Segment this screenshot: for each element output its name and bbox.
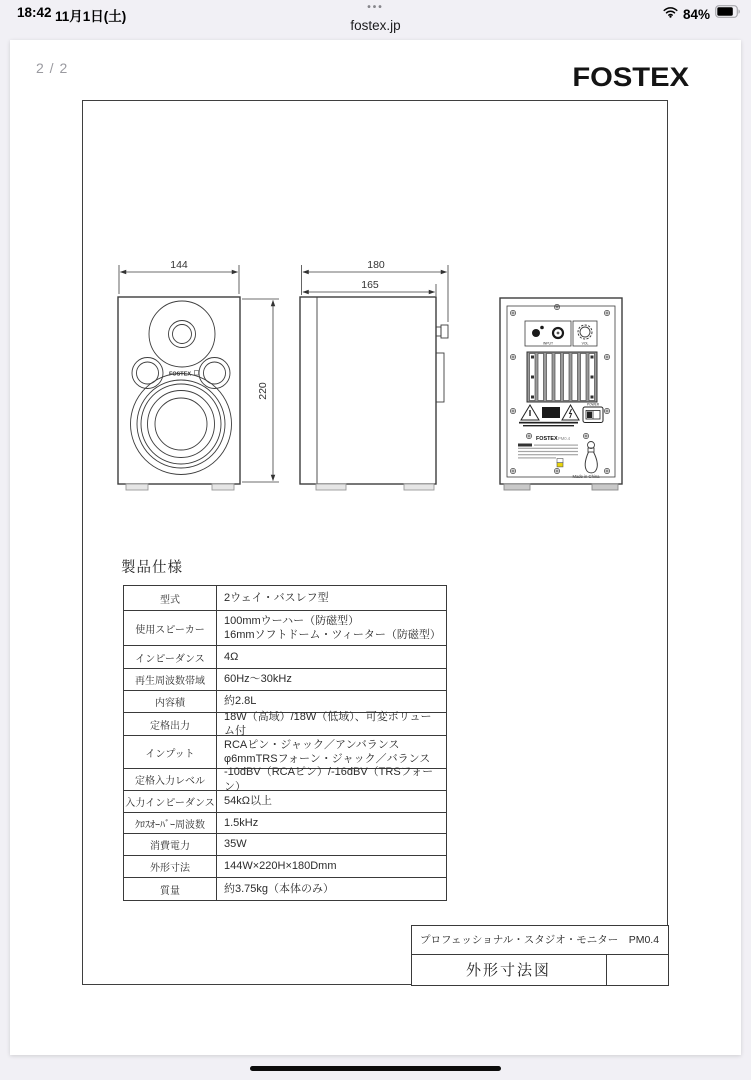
table-row (124, 645, 446, 668)
power-cord (585, 441, 597, 472)
spec-value: 約2.8L (224, 695, 257, 708)
pdf-page[interactable] (10, 40, 741, 1055)
spec-label: 型式 (124, 586, 217, 610)
table-row (124, 668, 446, 690)
spec-value: -10dBV（RCAピン）/-16dBV（TRSフォーン） (224, 766, 434, 793)
table-row (124, 586, 446, 610)
spec-label: 定格出力 (124, 713, 217, 735)
spec-table (123, 585, 447, 901)
spec-value: 1.5kHz (224, 816, 259, 829)
spec-value: 35W (224, 838, 247, 851)
vol-label: VOL (581, 341, 588, 345)
address-bar[interactable]: fostex.jp (350, 18, 401, 33)
wifi-icon (663, 5, 678, 23)
table-row (124, 877, 446, 900)
spec-value: 2ウェイ・バスレフ型 (224, 591, 329, 604)
status-bar-right (663, 5, 741, 23)
spec-label: 使用スピーカー (124, 611, 217, 645)
power-switch (583, 407, 603, 423)
spec-value: 100mmウーハー（防磁型） 16mmソフトドーム・ツィーター（防磁型） (224, 614, 441, 641)
battery-percent: 84% (682, 6, 710, 22)
origin-label: Made in China (571, 473, 600, 479)
spec-label: ｸﾛｽｵｰﾊﾞｰ周波数 (124, 813, 217, 833)
spec-label: 内容積 (124, 691, 217, 712)
spec-label: 定格入力レベル (124, 769, 217, 790)
clock: 18:42 (17, 5, 52, 20)
spec-label: 入力インピーダンス (124, 791, 217, 812)
date: 11月1日(土) (55, 9, 127, 24)
dim-165: 165 (360, 278, 379, 291)
product-name: プロフェッショナル・スタジオ・モニター PM0.4 (412, 926, 668, 955)
table-row (124, 855, 446, 877)
drawing-frame (82, 100, 668, 985)
battery-icon (715, 5, 741, 23)
table-row (124, 790, 446, 812)
front-view (118, 259, 279, 490)
spec-value: 60Hz～30kHz (224, 673, 292, 686)
spec-label: 再生周波数帯域 (124, 669, 217, 690)
table-row (124, 833, 446, 855)
table-row (124, 610, 446, 645)
sheet-title: 外形寸法図 (412, 955, 607, 985)
spec-value: 4Ω (224, 650, 239, 663)
spec-label: 外形寸法 (124, 856, 217, 877)
heatsink (527, 352, 597, 402)
rear-view (500, 298, 622, 490)
dimension-depth (301, 265, 448, 322)
side-view (300, 259, 448, 490)
spec-label: インプット (124, 736, 217, 768)
spec-label: インピーダンス (124, 646, 217, 668)
table-row (124, 712, 446, 735)
spec-section-title: 製品仕様 (121, 560, 183, 576)
fostex-logo: FOSTEX (572, 62, 689, 92)
rear-model: PM0.4 (557, 435, 570, 441)
cert-label (557, 458, 563, 466)
page-indicator: 2 / 2 (36, 60, 69, 76)
table-row (124, 735, 446, 768)
input-label: INPUT (542, 341, 553, 345)
spec-value: RCAピン・ジャック／アンバランス φ6mmTRSフォーン・ジャック／バランス (224, 738, 431, 765)
spec-value: 約3.75kg（本体のみ） (224, 882, 335, 895)
spec-label: 消費電力 (124, 834, 217, 855)
status-bar (0, 0, 751, 40)
warning-icons (519, 405, 579, 426)
caution-text (518, 443, 578, 458)
dim-144: 144 (169, 258, 188, 271)
table-row (124, 812, 446, 833)
spec-value: 54kΩ以上 (224, 795, 272, 808)
spec-value: 144W×220H×180Dmm (224, 860, 337, 873)
multitasking-dots-icon[interactable]: ••• (367, 2, 384, 13)
spec-value: 18W（高域）/18W（低域）、可変ボリューム付 (224, 710, 432, 737)
rear-brand: FOSTEX (535, 435, 558, 442)
dim-180: 180 (366, 258, 385, 271)
table-row (124, 690, 446, 712)
home-indicator[interactable] (250, 1066, 501, 1071)
title-block-empty-cell (607, 955, 668, 985)
front-badge-label: FOSTEX (168, 371, 191, 377)
title-block (411, 925, 669, 986)
tweeter (149, 301, 215, 367)
dimension-drawings (82, 100, 668, 520)
dim-220: 220 (256, 381, 269, 400)
power-label: POWER (586, 402, 599, 406)
table-row (124, 766, 446, 793)
spec-label: 質量 (124, 878, 217, 900)
